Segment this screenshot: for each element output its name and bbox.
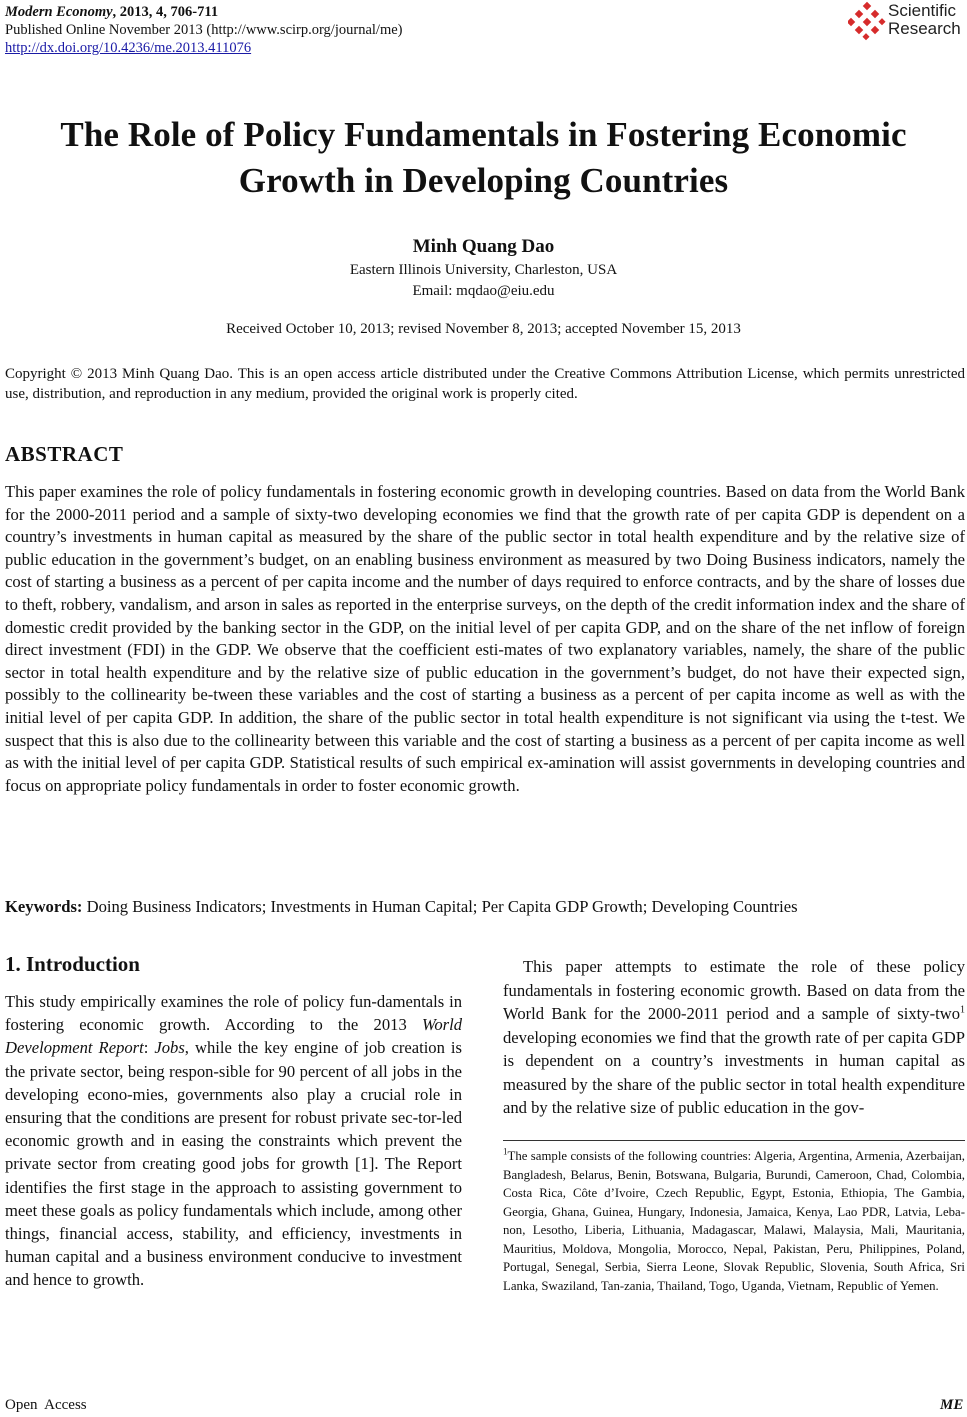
- footnote-divider: [503, 1140, 965, 1141]
- intro-right-column: [503, 955, 965, 1120]
- author-email: Email: mqdao@eiu.edu: [412, 283, 555, 299]
- intro-right-text-b: developing economies we find that the growth rate of per capita GDP is dependent on a country’s investments in human capital as measured by the share of the public sector in total health expenditure and by the relative size of public education in the gov-: [503, 1027, 965, 1117]
- publisher-logo: [848, 1, 966, 43]
- abstract-text: This paper examines the role of policy fundamentals in fostering economic growth in developing countries. Based on data from the World Bank for the 2000-2011 period and a sample of sixty-two developing economies we find that the growth rate of per capita GDP is dependent on a country’s investments in human capital as measured by the share of the public sector in total health expenditure and by the relative size of public education in the government’s budget, on an enabling business environment as measured by two Doing Business indicators, namely the cost of starting a business as a percent of per capita income and the number of days required to enforce contracts, and by the share of losses due to theft, robbery, vandalism, and arson in sales as reported in the enterprise surveys, on the depth of the credit information index and the share of domestic credit provided by the banking sector in the GDP, on the initial level of per capita GDP, and on the share of the net inflow of foreign direct investment (FDI) in the GDP. We observe that the coefficient esti-mates of two explanatory variables, namely, the share of the public sector in total health expenditure and by the relative size of public education in the government’s budget, do not have their expected sign, possibly to the collinearity be-tween these variables and the cost of starting a business as a percent of per capita income as well as with the initial level of per capita GDP. In addition, the share of the public sector in total health expenditure is not significant via using the t-test. We suspect that this is also due to the collinearity between this variable and the cost of starting a business as a percent of per capita income as well as with the initial level of per capita GDP. Statistical results of such empirical ex-amination will assist governments in developing countries and focus on appropriate policy fundamentals in order to foster economic growth.: [5, 482, 965, 795]
- journal-volume: , 2013, 4, 706-711: [112, 4, 219, 20]
- intro-text-a: This study empirically examines the role of policy fun-damentals in fostering economic growth. According to the 2013: [5, 992, 462, 1035]
- logo-text: [888, 2, 961, 38]
- footer-open-access: Open Access: [5, 1397, 87, 1413]
- copyright-notice: Copyright © 2013 Minh Quang Dao. This is an open access article distributed under the Creative Commons Attribution License, which permits unrestricted use, distribution, and reproduction in any medium, provided the original work is properly cited.: [5, 366, 965, 402]
- received-dates: Received October 10, 2013; revised November 8, 2013; accepted November 15, 2013: [226, 321, 741, 337]
- logo-text-line2: Research: [888, 19, 961, 38]
- published-online: Published Online November 2013 (http://www.scirp.org/journal/me): [5, 22, 403, 38]
- journal-name: Modern Economy: [5, 4, 113, 20]
- keywords-label: Keywords:: [5, 897, 83, 916]
- title-line2: Growth in Developing Countries: [238, 161, 729, 200]
- logo-mark-icon: [848, 1, 886, 41]
- doi-link[interactable]: http://dx.doi.org/10.4236/me.2013.411076: [5, 40, 252, 56]
- intro-left-column: [5, 990, 462, 1292]
- intro-right-text-a: This paper attempts to estimate the role of these policy fundamentals in fostering economic growth. Based on data from the World Bank for the 2000-2011 period and a sample of sixty-two: [503, 957, 965, 1023]
- report-subtitle: Jobs: [154, 1038, 185, 1058]
- title-line1: The Role of Policy Fundamentals in Fostering Economic: [60, 115, 907, 154]
- author-affiliation-block: [0, 260, 967, 302]
- footnote-text: The sample consists of the following countries: Algeria, Argentina, Armenia, Azerbaijan, Bangladesh, Belarus, Benin, Botswana, Bulgaria, Burundi, Cameroon, Chad, Colombia, Costa Rica, Côte d’Ivoire, Czech Republic, Egypt, Estonia, Ethiopia, The Gambia, Georgia, Ghana, Guinea, Hungary, Indonesia, Jamaica, Kenya, Lao PDR, Latvia, Leba-non, Lesotho, Liberia, Lithuania, Madagascar, Malawi, Malaysia, Mali, Mauritania, Mauritius, Moldova, Mongolia, Morocco, Nepal, Pakistan, Peru, Philippines, Poland, Portugal, Senegal, Serbia, Sierra Leone, Slovak Republic, Slovenia, South Africa, Sri Lanka, Swaziland, Tan-zania, Thailand, Togo, Uganda, Vietnam, Republic of Yemen.: [503, 1149, 965, 1293]
- author-name: Minh Quang Dao: [412, 236, 555, 257]
- intro-text-b: , while the key engine of job creation is the private sector, being respon-sible for 90 percent of all jobs in the developing econo-mies, governments also play a crucial role in ensuring that the conditions are present for robust private sec-tor-led economic growth and in easing the constraints which prevent the private sector from creating good jobs for growth [1]. The Report identifies the first stage in the approach to assisting government to meet these goals as policy fundamentals which include, among other things, financial access, stability, and efficiency, investments in human capital and a business environment conducive to investment and hence to growth.: [5, 1038, 462, 1290]
- section-heading-introduction: 1. Introduction: [5, 952, 140, 976]
- report-title: World Development Report: [5, 1015, 462, 1058]
- keywords-text: Doing Business Indicators; Investments in Human Capital; Per Capita GDP Growth; Developing Countries: [82, 897, 798, 916]
- journal-citation: [5, 3, 402, 21]
- keywords: [5, 896, 965, 918]
- intro-colon: :: [143, 1038, 155, 1058]
- footnote-ref[interactable]: 1: [960, 1004, 965, 1016]
- author-affiliation: Eastern Illinois University, Charleston, USA: [349, 262, 618, 278]
- logo-text-line1: Scientific: [888, 1, 957, 20]
- footer-journal-abbrev: ME: [940, 1397, 964, 1413]
- paper-title: [0, 112, 967, 204]
- footnote-mark: 1: [503, 1146, 508, 1157]
- journal-header: [5, 3, 402, 57]
- footnote: [503, 1147, 965, 1295]
- abstract-heading: ABSTRACT: [5, 442, 124, 466]
